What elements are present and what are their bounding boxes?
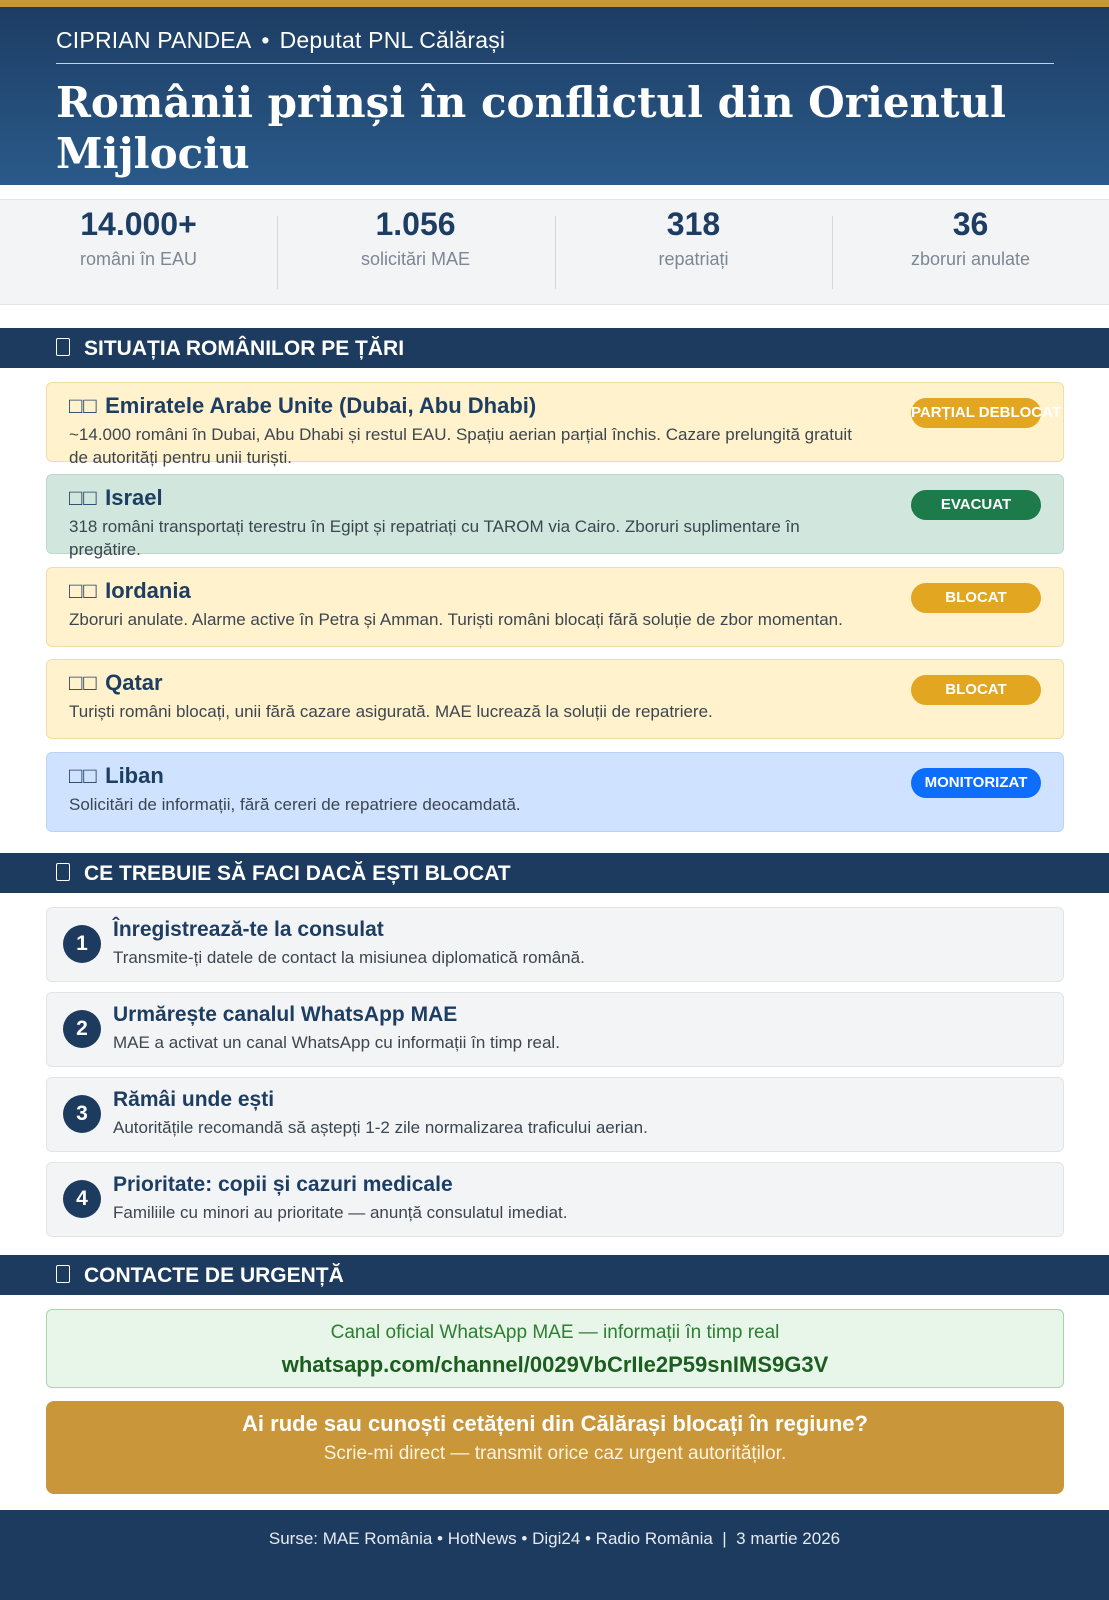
stat-cancelled-flights: [832, 200, 1109, 306]
stat-value: 318: [666, 206, 721, 242]
country-card-israel: [46, 474, 1064, 559]
step-card-4: [46, 1162, 1064, 1237]
stat-romanians-uae: [0, 200, 277, 306]
stat-label: solicitări MAE: [360, 249, 471, 269]
country-name-text: Qatar: [105, 670, 163, 695]
step-title: Rămâi unde ești: [113, 1088, 275, 1111]
section-header-countries: [0, 328, 1109, 368]
footer: [0, 1510, 1109, 1600]
section-icon: [56, 1265, 70, 1283]
stat-label: români în EAU: [79, 249, 198, 269]
stat-value: 36: [952, 206, 989, 242]
country-description: 318 români transportați terestru în Egipt și repatriați cu TAROM via Cairo. Zboruri suplimentare în pregătire.: [69, 517, 800, 559]
call-to-action-box: [46, 1401, 1064, 1494]
stat-repatriated: [555, 200, 832, 306]
step-number: 2: [63, 1010, 101, 1048]
country-card-qatar: [46, 659, 1064, 739]
byline: [56, 27, 505, 54]
section-header-contacts: [0, 1255, 1109, 1295]
author-name: CIPRIAN PANDEA: [56, 27, 252, 53]
section-icon: [56, 863, 70, 881]
status-badge: EVACUAT: [911, 490, 1041, 520]
status-badge: PARȚIAL DEBLOCAT: [911, 398, 1041, 428]
country-description: ~14.000 români în Dubai, Abu Dhabi și restul EAU. Spațiu aerian parțial închis. Cazare prelungită gratuit de autorități pentru unii turiști.: [69, 425, 852, 467]
cta-subtitle: Scrie-mi direct — transmit orice caz urgent autorităților.: [323, 1443, 787, 1464]
author-role: Deputat PNL Călărași: [279, 27, 506, 53]
country-name-text: Emiratele Arabe Unite (Dubai, Abu Dhabi): [105, 393, 537, 418]
byline-separator: •: [261, 27, 270, 53]
page-title: Românii prinși în conflictul din Orientul Mijlociu: [56, 78, 1006, 178]
country-card-lebanon: [46, 752, 1064, 832]
section-title: CE TREBUIE SĂ FACI DACĂ EȘTI BLOCAT: [84, 862, 511, 885]
step-description: Transmite-ți datele de contact la misiunea diplomatică română.: [113, 948, 585, 967]
country-description: Turiști români blocați, unii fără cazare asigurată. MAE lucrează la soluții de repatriere.: [69, 702, 713, 721]
country-name: [69, 578, 191, 604]
stat-value: 1.056: [375, 206, 456, 242]
section-header-steps: [0, 853, 1109, 893]
step-card-1: [46, 907, 1064, 982]
country-name-text: Israel: [105, 485, 163, 510]
flag-icon: □□: [69, 578, 98, 603]
stats-bar: [0, 199, 1109, 305]
step-title: Urmărește canalul WhatsApp MAE: [113, 1003, 458, 1026]
step-title: Înregistrează-te la consulat: [113, 918, 384, 941]
step-description: MAE a activat un canal WhatsApp cu informații în timp real.: [113, 1033, 560, 1052]
flag-icon: □□: [69, 485, 98, 510]
flag-icon: □□: [69, 393, 98, 418]
step-description: Familiile cu minori au prioritate — anunță consulatul imediat.: [113, 1203, 568, 1222]
header-divider: [56, 63, 1054, 64]
country-description: Solicitări de informații, fără cereri de repatriere deocamdată.: [69, 795, 521, 814]
step-card-3: [46, 1077, 1064, 1152]
country-name: [69, 670, 163, 696]
footer-sources: Surse: MAE România • HotNews • Digi24 • Radio România | 3 martie 2026: [268, 1529, 841, 1548]
step-title: Prioritate: copii și cazuri medicale: [113, 1173, 453, 1196]
stat-label: repatriați: [658, 249, 729, 269]
section-title: SITUAȚIA ROMÂNILOR PE ȚĂRI: [84, 337, 405, 360]
country-card-jordan: [46, 567, 1064, 647]
country-name-text: Liban: [105, 763, 164, 788]
flag-icon: □□: [69, 763, 98, 788]
status-badge: BLOCAT: [911, 583, 1041, 613]
step-description: Autoritățile recomandă să aștepți 1-2 zile normalizarea traficului aerian.: [113, 1118, 648, 1137]
step-card-2: [46, 992, 1064, 1067]
status-badge: MONITORIZAT: [911, 768, 1041, 798]
top-accent-bar: [0, 0, 1109, 7]
flag-icon: □□: [69, 670, 98, 695]
whatsapp-label: Canal oficial WhatsApp MAE — informații în timp real: [330, 1322, 780, 1343]
step-number: 3: [63, 1095, 101, 1133]
section-title: CONTACTE DE URGENȚĂ: [84, 1264, 344, 1287]
whatsapp-link[interactable]: whatsapp.com/channel/0029VbCrIIe2P59snIMS9G3V: [281, 1352, 829, 1377]
stat-value: 14.000+: [80, 206, 197, 242]
country-name: [69, 763, 164, 789]
country-card-uae: [46, 382, 1064, 467]
country-description: Zboruri anulate. Alarme active în Petra și Amman. Turiști români blocați fără soluție de zbor momentan.: [69, 610, 843, 629]
country-name-text: Iordania: [105, 578, 191, 603]
section-icon: [56, 338, 70, 356]
cta-title: Ai rude sau cunoști cetățeni din Călărași blocați în regiune?: [242, 1411, 868, 1436]
country-name: [69, 393, 536, 419]
stat-mae-requests: [277, 200, 554, 306]
step-number: 1: [63, 925, 101, 963]
step-number: 4: [63, 1180, 101, 1218]
stat-label: zboruri anulate: [910, 249, 1031, 269]
whatsapp-box: [46, 1309, 1064, 1388]
country-name: [69, 485, 163, 511]
status-badge: BLOCAT: [911, 675, 1041, 705]
header: [0, 7, 1109, 185]
